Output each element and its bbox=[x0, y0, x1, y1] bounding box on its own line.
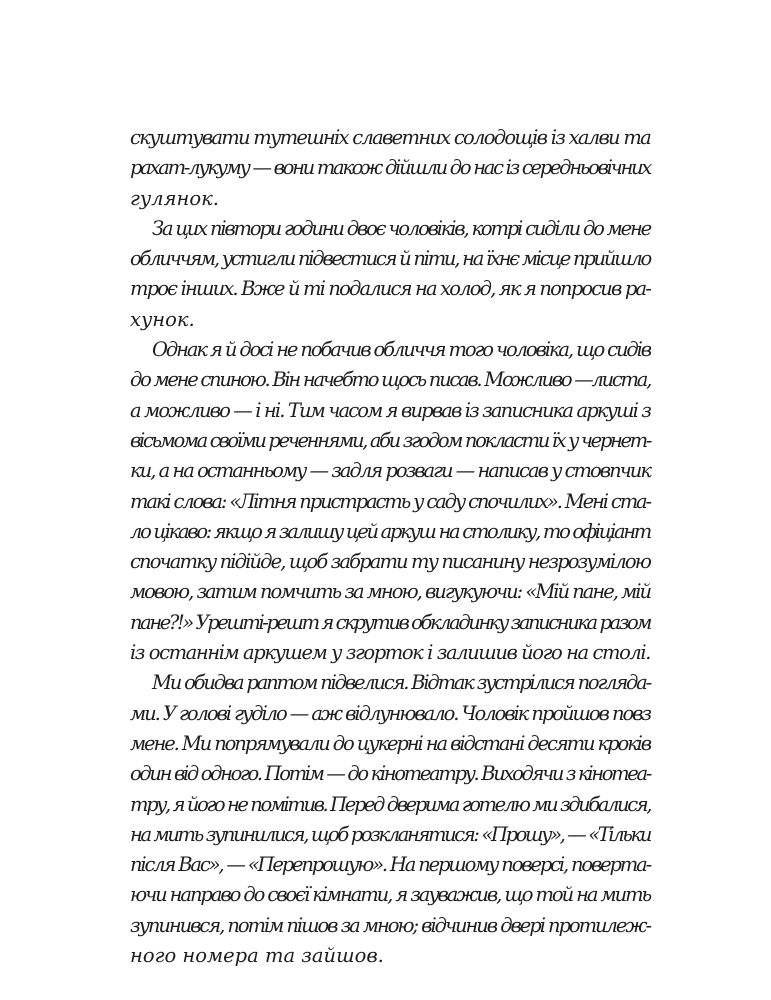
text-line: а можливо — і ні. Тим часом я вирвав із записника аркуші з bbox=[130, 398, 650, 422]
text-line: мовою, затим помчить за мною, вигукуючи: «Мій пане, мій bbox=[130, 580, 650, 604]
text-line: до мене спиною. Він начебто щось писав. Можливо —листа, bbox=[130, 368, 651, 392]
body-text bbox=[130, 123, 650, 971]
text-line: ми. У голові гуділо — аж відлунювало. Чоловік пройшов повз bbox=[130, 701, 650, 725]
text-line: після Вас», — «Перепрошую». На першому поверсі, поверта- bbox=[130, 853, 650, 877]
text-line: рахат-лукуму — вони також дійшли до нас із середньовічних bbox=[130, 156, 650, 180]
text-line: троє інших. Вже й ті подалися на холод, як я попросив ра- bbox=[130, 277, 650, 301]
text-line: ло цікаво: якщо я залишу цей аркуш на столику, то офіціант bbox=[130, 519, 650, 543]
text-line: гулянок. bbox=[130, 186, 219, 210]
text-line: хунок. bbox=[130, 307, 195, 331]
text-line: ного номера та зайшов. bbox=[130, 944, 384, 968]
text-line: мене. Ми попрямували до цукерні на відстані десяти кроків bbox=[130, 731, 650, 755]
text-line: Ми обидва раптом підвелися. Відтак зустрілися погляда- bbox=[152, 671, 650, 695]
text-line: один від одного. Потім — до кінотеатру. Виходячи з кінотеа- bbox=[130, 762, 650, 786]
text-line: пане?!» Урешті-решт я скрутив обкладинку записника разом bbox=[130, 610, 650, 634]
text-line: обличчям, устигли підвестися й піти, на їхнє місце прийшло bbox=[130, 247, 650, 271]
text-line: вісьмома своїми реченнями, аби згодом покласти їх у чернет- bbox=[130, 428, 650, 452]
text-line: скуштувати тутешніх славетних солодощів із халви та bbox=[130, 126, 650, 149]
text-line: спочатку підійде, щоб забрати ту писанину незрозумілою bbox=[130, 550, 650, 574]
text-line: такі слова: «Літня пристрасть у саду спочилих». Мені ста- bbox=[130, 489, 650, 513]
text-line: із останнім аркушем у згорток і залишив його на столі. bbox=[130, 641, 650, 665]
text-line: ки, а на останньому — задля розваги — написав у стовпчик bbox=[130, 459, 650, 483]
text-line: За цих півтори години двоє чоловіків, котрі сиділи до мене bbox=[152, 216, 650, 240]
text-line: тру, я його не помітив. Перед дверима готелю ми здибалися, bbox=[130, 792, 650, 816]
text-line: зупинився, потім пішов за мною; відчинив двері протилеж- bbox=[130, 913, 650, 937]
text-line: ючи направо до своєї кімнати, я зауважив, що той на мить bbox=[130, 883, 651, 907]
text-line: на мить зупинилися, щоб розкланятися: «Прошу», — «Тільки bbox=[130, 822, 650, 846]
text-line: Однак я й досі не побачив обличчя того чоловіка, що сидів bbox=[152, 338, 650, 362]
